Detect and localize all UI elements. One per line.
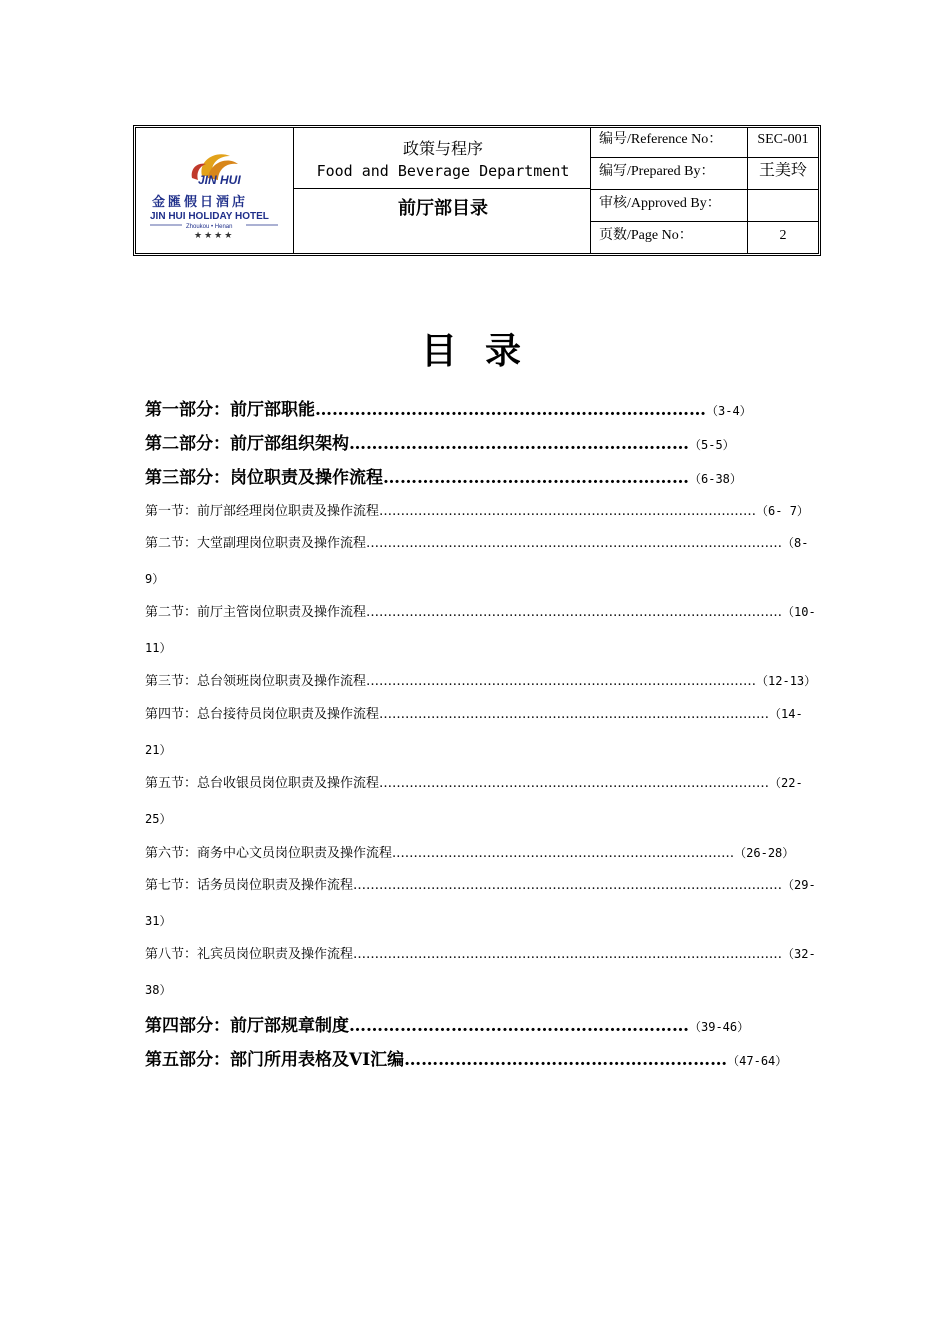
svg-text:金匯假日酒店: 金匯假日酒店: [152, 195, 249, 210]
hotel-logo: [136, 128, 294, 253]
toc-entry-section-8[interactable]: 第七节：话务员岗位职责及操作流程………………………………………………………………………………………（29-: [145, 878, 816, 893]
toc-entry-part-5[interactable]: 第五部分：部门所用表格及VI汇编…………………………………………………（47-64）: [145, 1050, 788, 1070]
svg-text:JIN HUI HOLIDAY HOTEL: JIN HUI HOLIDAY HOTEL: [150, 211, 269, 222]
toc-entry-continuation: 9）: [145, 572, 165, 586]
policy-title-en: Food and Beverage Department: [316, 162, 570, 180]
hotel-logo-icon: [146, 146, 284, 242]
svg-text:★★★★: ★★★★: [194, 231, 235, 241]
toc-entry-continuation: 25）: [145, 812, 172, 826]
policy-title: [296, 128, 590, 188]
toc-title: 目录: [420, 330, 549, 372]
toc-entry-section-2[interactable]: 第二节：大堂副理岗位职责及操作流程……………………………………………………………………………………（8-: [145, 536, 809, 551]
policy-title-cn: 政策与程序: [402, 139, 483, 158]
reference-value: SEC-001: [757, 132, 809, 147]
toc-entry-section-6[interactable]: 第五节：总台收银员岗位职责及操作流程………………………………………………………………………………（22-: [145, 776, 803, 791]
prepared-by-label: 编写/Prepared By：: [599, 164, 715, 179]
toc-entry-part-1[interactable]: 第一部分：前厅部职能……………………………………………………………（3-4）: [145, 400, 752, 420]
approved-by-label: 审核/Approved By：: [599, 196, 721, 211]
toc-entry-section-3[interactable]: 第二节：前厅主管岗位职责及操作流程……………………………………………………………………………………（10-: [145, 605, 816, 620]
toc-entry-section-1[interactable]: 第一节：前厅部经理岗位职责及操作流程……………………………………………………………………………（6- 7）: [145, 504, 809, 519]
toc-entry-continuation: 38）: [145, 983, 172, 997]
toc-entry-part-4[interactable]: 第四部分：前厅部规章制度……………………………………………………（39-46）: [145, 1016, 750, 1036]
page-no-value: 2: [779, 228, 787, 243]
toc-entry-part-3[interactable]: 第三部分：岗位职责及操作流程………………………………………………（6-38）: [145, 468, 742, 488]
svg-text:Zhoukou • Henan: Zhoukou • Henan: [186, 224, 233, 230]
toc-entry-continuation: 11）: [145, 641, 172, 655]
toc-entry-section-9[interactable]: 第八节：礼宾员岗位职责及操作流程………………………………………………………………………………………（32-: [145, 947, 816, 962]
svg-text:JIN HUI: JIN HUI: [198, 173, 241, 187]
toc-entry-continuation: 21）: [145, 743, 172, 757]
document-title: 前厅部目录: [398, 198, 488, 219]
prepared-by-value: 王美玲: [758, 162, 807, 179]
toc-entry-continuation: 31）: [145, 914, 172, 928]
page-no-label: 页数/Page No：: [599, 228, 693, 243]
reference-label: 编号/Reference No：: [599, 132, 723, 147]
document-header: [133, 125, 821, 256]
toc-entry-section-5[interactable]: 第四节：总台接待员岗位职责及操作流程………………………………………………………………………………（14-: [145, 707, 803, 722]
toc-entry-section-4[interactable]: 第三节：总台领班岗位职责及操作流程………………………………………………………………………………（12-13）: [145, 674, 817, 689]
toc-entry-part-2[interactable]: 第二部分：前厅部组织架构……………………………………………………（5-5）: [145, 434, 735, 454]
toc-entry-section-7[interactable]: 第六节：商务中心文员岗位职责及操作流程.……………………………………………………………………（26-28）: [145, 846, 795, 861]
